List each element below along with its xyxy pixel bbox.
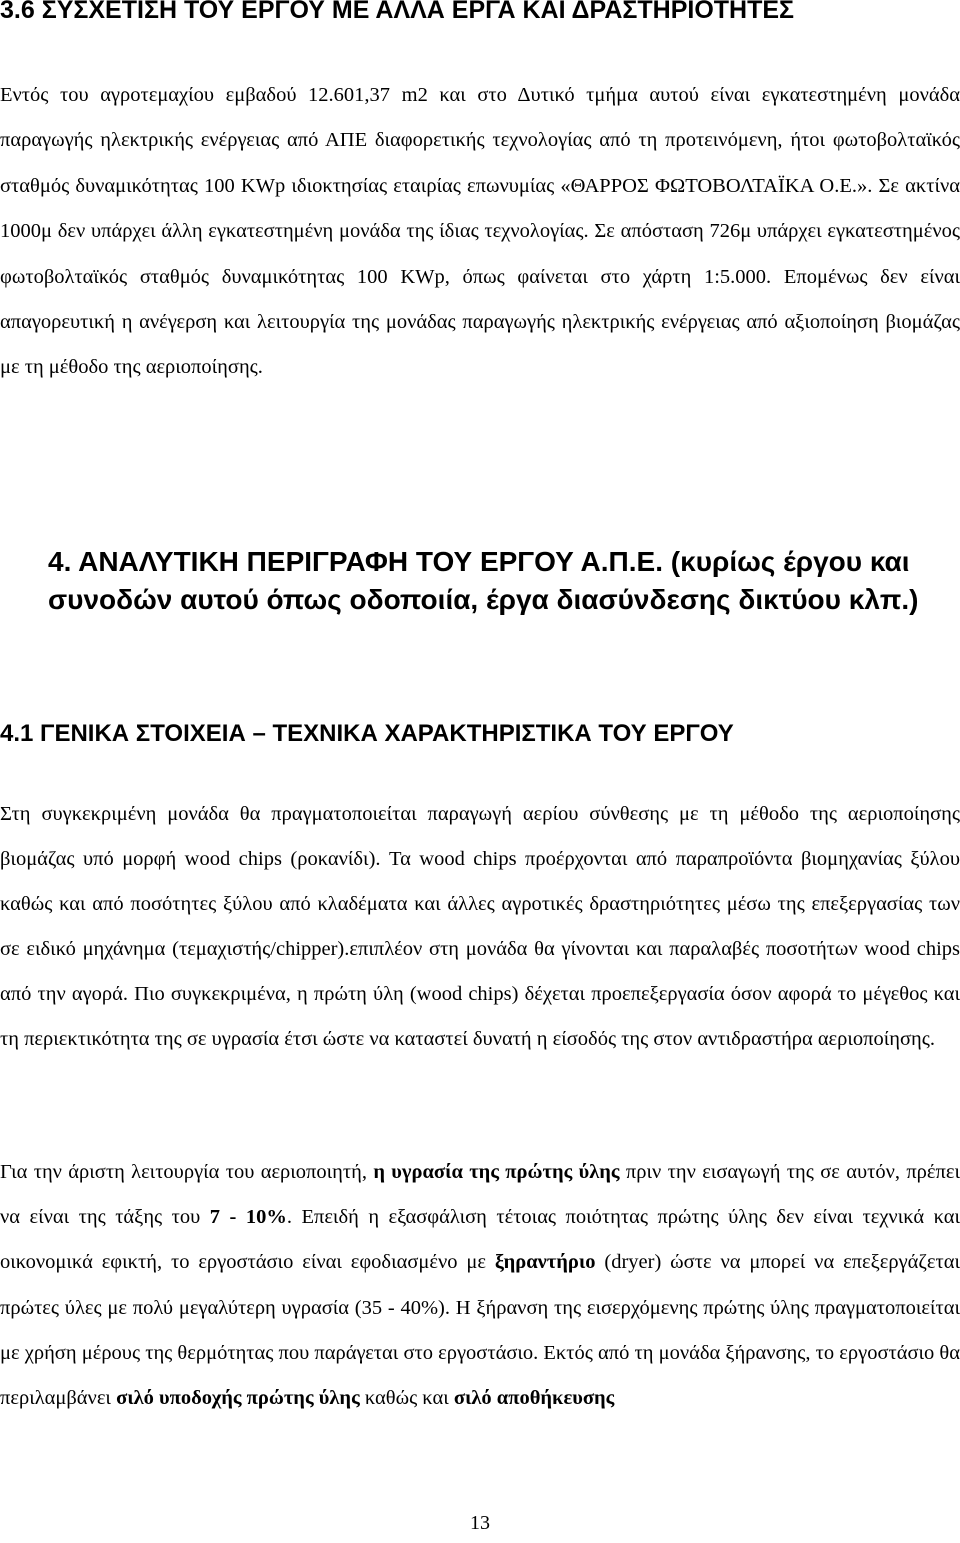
- text-run: καθώς και: [359, 1387, 454, 1410]
- bold-run: σιλό υποδοχής πρώτης ύλης: [116, 1387, 360, 1410]
- paragraph-related-projects: Εντός του αγροτεμαχίου εμβαδού 12.601,37 m2 και στο Δυτικό τμήμα αυτού είναι εγκατεστημένη μονάδα παραγωγής ηλεκτρικής ενέργειας από ΑΠΕ διαφορετικής τεχνολογίας από τη προτεινόμενη, ήτοι φωτοβολταϊκός σταθμός δυναμικότητας 100 KWp ιδιοκτησίας εταιρίας επωνυμίας «ΘΑΡΡΟΣ ΦΩΤΟΒΟΛΤΑΪΚΑ Ο.Ε.». Σε ακτίνα 1000μ δεν υπάρχει άλλη εγκατεστημένη μονάδα της ίδιας τεχνολογίας. Σε απόσταση 726μ υπάρχει εγκατεστημένος φωτοβολταϊκός σταθμός δυναμικότητας 100 KWp, όπως φαίνεται στο χάρτη 1:5.000. Επομένως δεν είναι απαγορευτική η ανέγερση και λειτουργία της μονάδας παραγωγής ηλεκτρικής ενέργειας από αξιοποίηση βιομάζας με τη μέθοδο της αεριοποίησης.: [0, 84, 960, 379]
- section-heading: 3.6 ΣΥΣΧΕΤΙΣΗ ΤΟΥ ΕΡΓΟΥ ΜΕ ΑΛΛΑ ΕΡΓΑ ΚΑΙ ΔΡΑΣΤΗΡΙΟΤΗΤΕΣ: [0, 0, 795, 24]
- page-number: 13: [470, 1512, 490, 1534]
- chapter-heading: 4. ΑΝΑΛΥΤΙΚΗ ΠΕΡΙΓΡΑΦΗ ΤΟΥ ΕΡΓΟΥ Α.Π.Ε. (κυρίως έργου και συνοδών αυτού όπως οδοποιία, έργα διασύνδεσης δικτύου κλπ.): [48, 546, 919, 615]
- bold-run: η υγρασία της πρώτης ύλης: [373, 1161, 620, 1183]
- paragraph-gasification-overview: Στη συγκεκριμένη μονάδα θα πραγματοποιείται παραγωγή αερίου σύνθεσης με τη μέθοδο της αεριοποίησης βιομάζας υπό μορφή wood chips (ροκανίδι). Τα wood chips προέρχονται από παραπροϊόντα βιομηχανίας ξύλου καθώς και από ποσότητες ξύλου από κλαδέματα και άλλες αγροτικές δραστηριότητες μέσω της επεξεργασίας των σε ειδικό μηχάνημα (τεμαχιστής/chipper).επιπλέον στη μονάδα θα γίνονται και παραλαβές ποσοτήτων wood chips από την αγορά. Πιο συγκεκριμένα, η πρώτη ύλη (wood chips) δέχεται προεπεξεργασία όσον αφορά το μέγεθος και τη περιεκτικότητα της σε υγρασία έτσι ώστε να καταστεί δυνατή η είσοδός της στον αντιδραστήρα αεριοποίησης.: [0, 803, 960, 1051]
- text-run: . Επειδή η εξασφάλιση τέτοιας ποιότητας πρώτης ύλης δεν είναι τεχνικά και οικονομικά εφικτή, το εργοστάσιο είναι εφοδιασμένο με: [0, 1206, 960, 1274]
- text-run: Για την άριστη λειτουργία του αεριοποιητή,: [0, 1161, 374, 1183]
- paragraph-moisture-drying: [0, 1150, 960, 1421]
- bold-run: 7 - 10%: [209, 1206, 287, 1229]
- text-run: πριν την εισαγωγή της σε αυτόν, πρέπει να είναι της τάξης του: [0, 1161, 960, 1229]
- subsection-heading: 4.1 ΓΕΝΙΚΑ ΣΤΟΙΧΕΙΑ – ΤΕΧΝΙΚΑ ΧΑΡΑΚΤΗΡΙΣΤΙΚΑ ΤΟΥ ΕΡΓΟΥ: [0, 720, 734, 747]
- bold-run: ξηραντήριο: [494, 1251, 596, 1274]
- bold-run: σιλό αποθήκευσης: [453, 1387, 615, 1410]
- text-run: (dryer) ώστε να μπορεί να επεξεργάζεται πρώτες ύλες με πολύ μεγαλύτερη υγρασία (35 - 40%). Η ξήρανση της εισερχόμενης πρώτης ύλης πραγματοποιείται με χρήση μέρους της θερμότητας που παράγεται στο εργοστάσιο. Εκτός από τη μονάδα ξήρανσης, το εργοστάσιο θα περιλαμβάνει: [0, 1251, 960, 1410]
